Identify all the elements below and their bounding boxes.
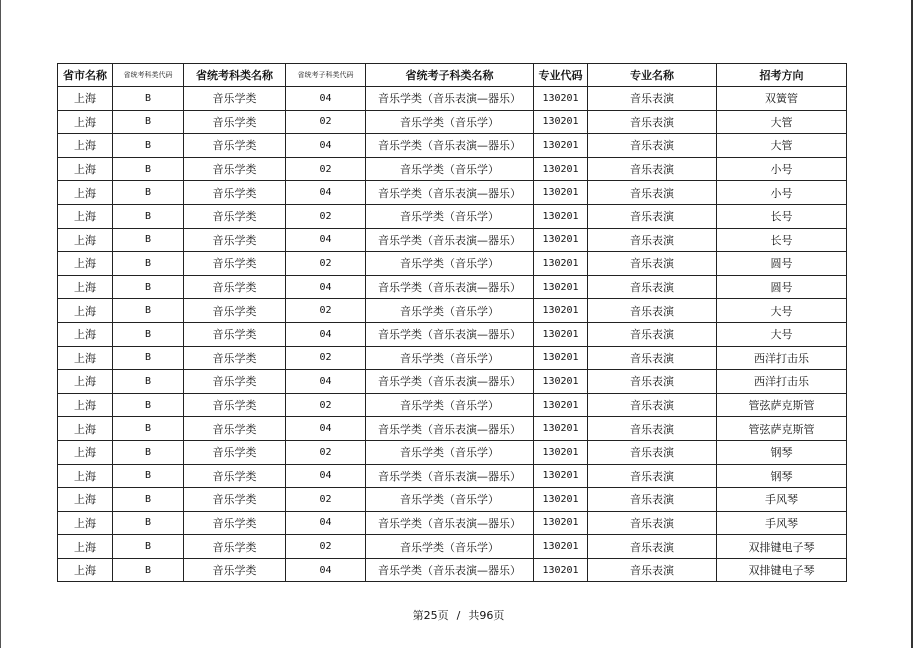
cell-subcategory-name: 音乐学类（音乐表演—器乐）: [366, 417, 534, 441]
cell-major-name: 音乐表演: [588, 252, 717, 276]
data-table: [57, 63, 847, 582]
cell-direction: 圆号: [717, 275, 847, 299]
cell-subcategory-name: 音乐学类（音乐学）: [366, 346, 534, 370]
cell-subcategory-name: 音乐学类（音乐表演—器乐）: [366, 228, 534, 252]
cell-direction: 大管: [717, 134, 847, 158]
cell-category-name: 音乐学类: [184, 275, 286, 299]
cell-subcategory-code: 02: [286, 157, 366, 181]
cell-major-name: 音乐表演: [588, 417, 717, 441]
cell-category-code: B: [113, 535, 184, 559]
cell-subcategory-code: 04: [286, 464, 366, 488]
cell-major-code: 130201: [534, 346, 588, 370]
cell-subcategory-code: 04: [286, 134, 366, 158]
cell-major-name: 音乐表演: [588, 110, 717, 134]
cell-province: 上海: [58, 370, 113, 394]
table-row: [58, 558, 847, 582]
cell-category-name: 音乐学类: [184, 181, 286, 205]
cell-category-code: B: [113, 558, 184, 582]
cell-subcategory-name: 音乐学类（音乐学）: [366, 110, 534, 134]
cell-direction: 大管: [717, 110, 847, 134]
cell-direction: 大号: [717, 322, 847, 346]
page-footer: [0, 607, 917, 623]
cell-province: 上海: [58, 322, 113, 346]
cell-subcategory-name: 音乐学类（音乐学）: [366, 535, 534, 559]
cell-category-code: B: [113, 110, 184, 134]
cell-direction: 长号: [717, 228, 847, 252]
cell-province: 上海: [58, 157, 113, 181]
cell-major-name: 音乐表演: [588, 558, 717, 582]
cell-subcategory-name: 音乐学类（音乐学）: [366, 252, 534, 276]
cell-major-code: 130201: [534, 252, 588, 276]
table-row: [58, 511, 847, 535]
page-separator: /: [456, 609, 461, 622]
cell-major-code: 130201: [534, 417, 588, 441]
table-row: [58, 464, 847, 488]
table-row: [58, 134, 847, 158]
cell-subcategory-name: 音乐学类（音乐表演—器乐）: [366, 322, 534, 346]
cell-subcategory-name: 音乐学类（音乐表演—器乐）: [366, 134, 534, 158]
cell-direction: 双排键电子琴: [717, 535, 847, 559]
header-major-code: 专业代码: [534, 64, 588, 87]
table-row: [58, 157, 847, 181]
cell-province: 上海: [58, 299, 113, 323]
cell-direction: 小号: [717, 157, 847, 181]
page-total: 共96页: [468, 609, 505, 622]
table-header-row: [58, 64, 847, 87]
cell-direction: 大号: [717, 299, 847, 323]
cell-subcategory-name: 音乐学类（音乐表演—器乐）: [366, 87, 534, 111]
cell-category-name: 音乐学类: [184, 299, 286, 323]
cell-subcategory-name: 音乐学类（音乐学）: [366, 299, 534, 323]
table-row: [58, 87, 847, 111]
cell-subcategory-code: 04: [286, 87, 366, 111]
table-row: [58, 110, 847, 134]
cell-category-name: 音乐学类: [184, 87, 286, 111]
cell-major-code: 130201: [534, 299, 588, 323]
header-subcategory-name: 省统考子科类名称: [366, 64, 534, 87]
cell-subcategory-code: 04: [286, 511, 366, 535]
cell-subcategory-name: 音乐学类（音乐表演—器乐）: [366, 275, 534, 299]
cell-major-name: 音乐表演: [588, 275, 717, 299]
cell-subcategory-name: 音乐学类（音乐表演—器乐）: [366, 181, 534, 205]
cell-category-code: B: [113, 181, 184, 205]
cell-province: 上海: [58, 558, 113, 582]
cell-category-code: B: [113, 299, 184, 323]
cell-subcategory-name: 音乐学类（音乐表演—器乐）: [366, 464, 534, 488]
cell-subcategory-code: 04: [286, 181, 366, 205]
cell-province: 上海: [58, 488, 113, 512]
cell-category-code: B: [113, 370, 184, 394]
cell-major-name: 音乐表演: [588, 181, 717, 205]
table-row: [58, 535, 847, 559]
header-major-name: 专业名称: [588, 64, 717, 87]
cell-category-name: 音乐学类: [184, 134, 286, 158]
cell-category-code: B: [113, 275, 184, 299]
cell-category-name: 音乐学类: [184, 464, 286, 488]
cell-major-name: 音乐表演: [588, 299, 717, 323]
cell-province: 上海: [58, 464, 113, 488]
cell-major-code: 130201: [534, 511, 588, 535]
cell-subcategory-code: 04: [286, 370, 366, 394]
cell-major-name: 音乐表演: [588, 393, 717, 417]
cell-direction: 小号: [717, 181, 847, 205]
cell-major-code: 130201: [534, 275, 588, 299]
cell-province: 上海: [58, 228, 113, 252]
header-category-code: 省统考科类代码: [113, 64, 184, 87]
cell-province: 上海: [58, 252, 113, 276]
cell-subcategory-code: 04: [286, 417, 366, 441]
cell-province: 上海: [58, 535, 113, 559]
cell-category-name: 音乐学类: [184, 511, 286, 535]
cell-subcategory-code: 02: [286, 299, 366, 323]
cell-province: 上海: [58, 275, 113, 299]
cell-major-code: 130201: [534, 464, 588, 488]
cell-subcategory-code: 02: [286, 252, 366, 276]
cell-direction: 长号: [717, 204, 847, 228]
cell-major-code: 130201: [534, 440, 588, 464]
header-category-name: 省统考科类名称: [184, 64, 286, 87]
cell-major-code: 130201: [534, 393, 588, 417]
table-row: [58, 440, 847, 464]
table-row: [58, 204, 847, 228]
cell-category-name: 音乐学类: [184, 370, 286, 394]
cell-direction: 双排键电子琴: [717, 558, 847, 582]
cell-category-name: 音乐学类: [184, 346, 286, 370]
cell-category-name: 音乐学类: [184, 228, 286, 252]
cell-subcategory-code: 02: [286, 346, 366, 370]
cell-major-name: 音乐表演: [588, 440, 717, 464]
cell-category-code: B: [113, 252, 184, 276]
cell-category-name: 音乐学类: [184, 252, 286, 276]
cell-direction: 西洋打击乐: [717, 370, 847, 394]
cell-direction: 手风琴: [717, 488, 847, 512]
table-row: [58, 322, 847, 346]
cell-major-name: 音乐表演: [588, 535, 717, 559]
cell-subcategory-code: 04: [286, 558, 366, 582]
header-direction: 招考方向: [717, 64, 847, 87]
cell-subcategory-code: 02: [286, 393, 366, 417]
cell-category-code: B: [113, 417, 184, 441]
table-row: [58, 299, 847, 323]
cell-major-name: 音乐表演: [588, 488, 717, 512]
cell-category-code: B: [113, 393, 184, 417]
table-row: [58, 228, 847, 252]
cell-major-name: 音乐表演: [588, 228, 717, 252]
cell-category-name: 音乐学类: [184, 110, 286, 134]
cell-category-name: 音乐学类: [184, 558, 286, 582]
cell-category-name: 音乐学类: [184, 535, 286, 559]
table-row: [58, 417, 847, 441]
table-row: [58, 346, 847, 370]
cell-major-name: 音乐表演: [588, 346, 717, 370]
cell-province: 上海: [58, 417, 113, 441]
cell-category-name: 音乐学类: [184, 204, 286, 228]
cell-subcategory-code: 02: [286, 488, 366, 512]
cell-major-code: 130201: [534, 134, 588, 158]
cell-category-name: 音乐学类: [184, 417, 286, 441]
table-body: [58, 87, 847, 582]
cell-category-code: B: [113, 228, 184, 252]
cell-subcategory-code: 04: [286, 275, 366, 299]
cell-subcategory-code: 02: [286, 204, 366, 228]
cell-province: 上海: [58, 87, 113, 111]
cell-subcategory-code: 02: [286, 440, 366, 464]
cell-subcategory-code: 02: [286, 110, 366, 134]
cell-province: 上海: [58, 346, 113, 370]
cell-direction: 双簧管: [717, 87, 847, 111]
cell-category-code: B: [113, 204, 184, 228]
cell-direction: 管弦萨克斯管: [717, 417, 847, 441]
table-row: [58, 181, 847, 205]
cell-category-code: B: [113, 488, 184, 512]
cell-subcategory-name: 音乐学类（音乐学）: [366, 157, 534, 181]
cell-direction: 钢琴: [717, 440, 847, 464]
cell-category-code: B: [113, 464, 184, 488]
cell-category-code: B: [113, 440, 184, 464]
cell-province: 上海: [58, 204, 113, 228]
cell-category-code: B: [113, 322, 184, 346]
table-row: [58, 370, 847, 394]
cell-major-name: 音乐表演: [588, 87, 717, 111]
cell-major-code: 130201: [534, 87, 588, 111]
cell-major-code: 130201: [534, 370, 588, 394]
table-row: [58, 488, 847, 512]
cell-category-code: B: [113, 134, 184, 158]
cell-subcategory-name: 音乐学类（音乐学）: [366, 440, 534, 464]
cell-subcategory-code: 04: [286, 228, 366, 252]
cell-province: 上海: [58, 440, 113, 464]
cell-direction: 手风琴: [717, 511, 847, 535]
cell-province: 上海: [58, 110, 113, 134]
page-number: 第25页: [412, 609, 449, 622]
cell-subcategory-code: 04: [286, 322, 366, 346]
cell-direction: 圆号: [717, 252, 847, 276]
cell-category-code: B: [113, 87, 184, 111]
cell-major-code: 130201: [534, 535, 588, 559]
cell-category-code: B: [113, 157, 184, 181]
cell-major-code: 130201: [534, 228, 588, 252]
cell-subcategory-name: 音乐学类（音乐表演—器乐）: [366, 370, 534, 394]
cell-category-name: 音乐学类: [184, 488, 286, 512]
table-row: [58, 252, 847, 276]
table-row: [58, 275, 847, 299]
cell-province: 上海: [58, 511, 113, 535]
cell-major-code: 130201: [534, 322, 588, 346]
cell-direction: 西洋打击乐: [717, 346, 847, 370]
cell-major-code: 130201: [534, 110, 588, 134]
cell-major-code: 130201: [534, 181, 588, 205]
cell-province: 上海: [58, 134, 113, 158]
table-row: [58, 393, 847, 417]
cell-province: 上海: [58, 181, 113, 205]
cell-major-code: 130201: [534, 488, 588, 512]
cell-category-name: 音乐学类: [184, 322, 286, 346]
cell-category-name: 音乐学类: [184, 393, 286, 417]
header-subcategory-code: 省统考子科类代码: [286, 64, 366, 87]
cell-subcategory-name: 音乐学类（音乐学）: [366, 393, 534, 417]
cell-major-code: 130201: [534, 204, 588, 228]
cell-major-code: 130201: [534, 558, 588, 582]
cell-category-name: 音乐学类: [184, 157, 286, 181]
cell-subcategory-name: 音乐学类（音乐表演—器乐）: [366, 511, 534, 535]
cell-major-name: 音乐表演: [588, 464, 717, 488]
cell-direction: 管弦萨克斯管: [717, 393, 847, 417]
cell-major-code: 130201: [534, 157, 588, 181]
cell-subcategory-name: 音乐学类（音乐学）: [366, 488, 534, 512]
cell-category-code: B: [113, 511, 184, 535]
cell-province: 上海: [58, 393, 113, 417]
cell-major-name: 音乐表演: [588, 134, 717, 158]
cell-major-name: 音乐表演: [588, 204, 717, 228]
cell-major-name: 音乐表演: [588, 511, 717, 535]
cell-subcategory-code: 02: [286, 535, 366, 559]
cell-category-code: B: [113, 346, 184, 370]
cell-subcategory-name: 音乐学类（音乐表演—器乐）: [366, 558, 534, 582]
cell-major-name: 音乐表演: [588, 157, 717, 181]
cell-subcategory-name: 音乐学类（音乐学）: [366, 204, 534, 228]
cell-major-name: 音乐表演: [588, 370, 717, 394]
cell-category-name: 音乐学类: [184, 440, 286, 464]
header-province: 省市名称: [58, 64, 113, 87]
cell-direction: 钢琴: [717, 464, 847, 488]
cell-major-name: 音乐表演: [588, 322, 717, 346]
